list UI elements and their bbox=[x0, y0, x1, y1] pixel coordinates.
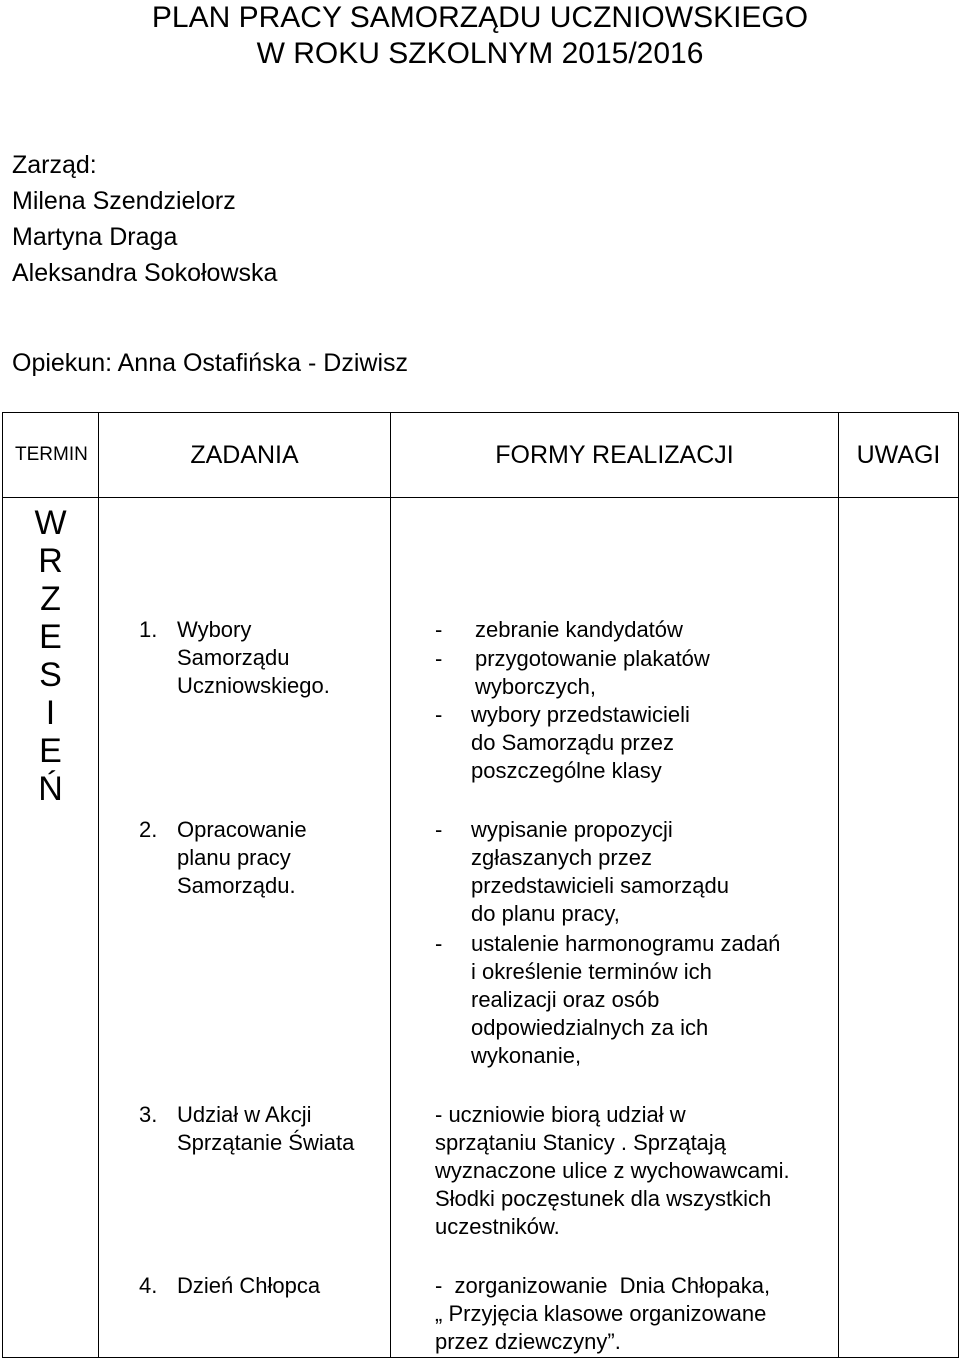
board-member: Martyna Draga bbox=[12, 223, 178, 251]
form-text: ustalenie harmonogramu zadań i określenie terminów ich realizacji oraz osób odpowiedzialnych za ich wykonanie, bbox=[471, 931, 781, 1068]
tasks-cell bbox=[99, 498, 391, 1358]
forms-cell bbox=[391, 498, 839, 1358]
dash: - bbox=[435, 931, 443, 956]
header-zadania: ZADANIA bbox=[99, 413, 391, 498]
task-text: Opracowanie planu pracy Samorządu. bbox=[177, 817, 307, 898]
title-line-2: W ROKU SZKOLNYM 2015/2016 bbox=[256, 37, 704, 70]
form-text: zebranie kandydatów bbox=[475, 617, 683, 642]
month-letter: Ń bbox=[38, 770, 63, 808]
dash: - bbox=[435, 646, 443, 671]
dash: - bbox=[435, 702, 443, 727]
task-number: 1. bbox=[139, 617, 158, 642]
dash: - bbox=[435, 617, 443, 642]
month-letter: W bbox=[34, 504, 67, 542]
month-letter: S bbox=[39, 656, 62, 694]
table-row bbox=[3, 498, 959, 1358]
task-number: 2. bbox=[139, 817, 158, 842]
form-text: - uczniowie biorą udział w sprzątaniu Stanicy . Sprzątają wyznaczone ulice z wychowawcami. Słodki poczęstunek dla wszystkich uczestników. bbox=[435, 1102, 790, 1239]
header-uwagi: UWAGI bbox=[839, 413, 959, 498]
board-member: Aleksandra Sokołowska bbox=[12, 259, 278, 287]
board-section bbox=[12, 147, 277, 291]
guardian: Opiekun: Anna Ostafińska - Dziwisz bbox=[12, 349, 408, 377]
task-number: 4. bbox=[139, 1273, 158, 1298]
form-text: wybory przedstawicieli do Samorządu przez poszczególne klasy bbox=[471, 702, 690, 783]
table-header-row bbox=[3, 413, 959, 498]
board-member: Milena Szendzielorz bbox=[12, 187, 236, 215]
month-letter: Z bbox=[40, 580, 61, 618]
month-letter: R bbox=[38, 542, 63, 580]
month-letter: I bbox=[45, 694, 56, 732]
dash: - bbox=[435, 817, 443, 842]
task-text: Dzień Chłopca bbox=[177, 1273, 321, 1298]
task-text: Udział w Akcji Sprzątanie Świata bbox=[177, 1102, 355, 1155]
task-number: 3. bbox=[139, 1102, 158, 1127]
form-text: - zorganizowanie Dnia Chłopaka, „ Przyjęcia klasowe organizowane przez dziewczyny”. bbox=[435, 1273, 771, 1354]
form-text: wypisanie propozycji zgłaszanych przez przedstawicieli samorządu do planu pracy, bbox=[471, 817, 729, 926]
task-text: Wybory Samorządu Uczniowskiego. bbox=[177, 617, 330, 698]
month-letter: E bbox=[39, 732, 62, 770]
header-formy: FORMY REALIZACJI bbox=[391, 413, 839, 498]
board-label: Zarząd: bbox=[12, 151, 97, 179]
title-line-1: PLAN PRACY SAMORZĄDU UCZNIOWSKIEGO bbox=[151, 1, 809, 34]
month-cell bbox=[3, 498, 99, 1358]
month-letter: E bbox=[39, 618, 62, 656]
plan-table bbox=[2, 412, 959, 1358]
header-termin: TERMIN bbox=[3, 413, 99, 498]
remarks-cell bbox=[839, 498, 959, 1358]
document-title bbox=[0, 0, 960, 72]
form-text: przygotowanie plakatów wyborczych, bbox=[475, 646, 710, 699]
